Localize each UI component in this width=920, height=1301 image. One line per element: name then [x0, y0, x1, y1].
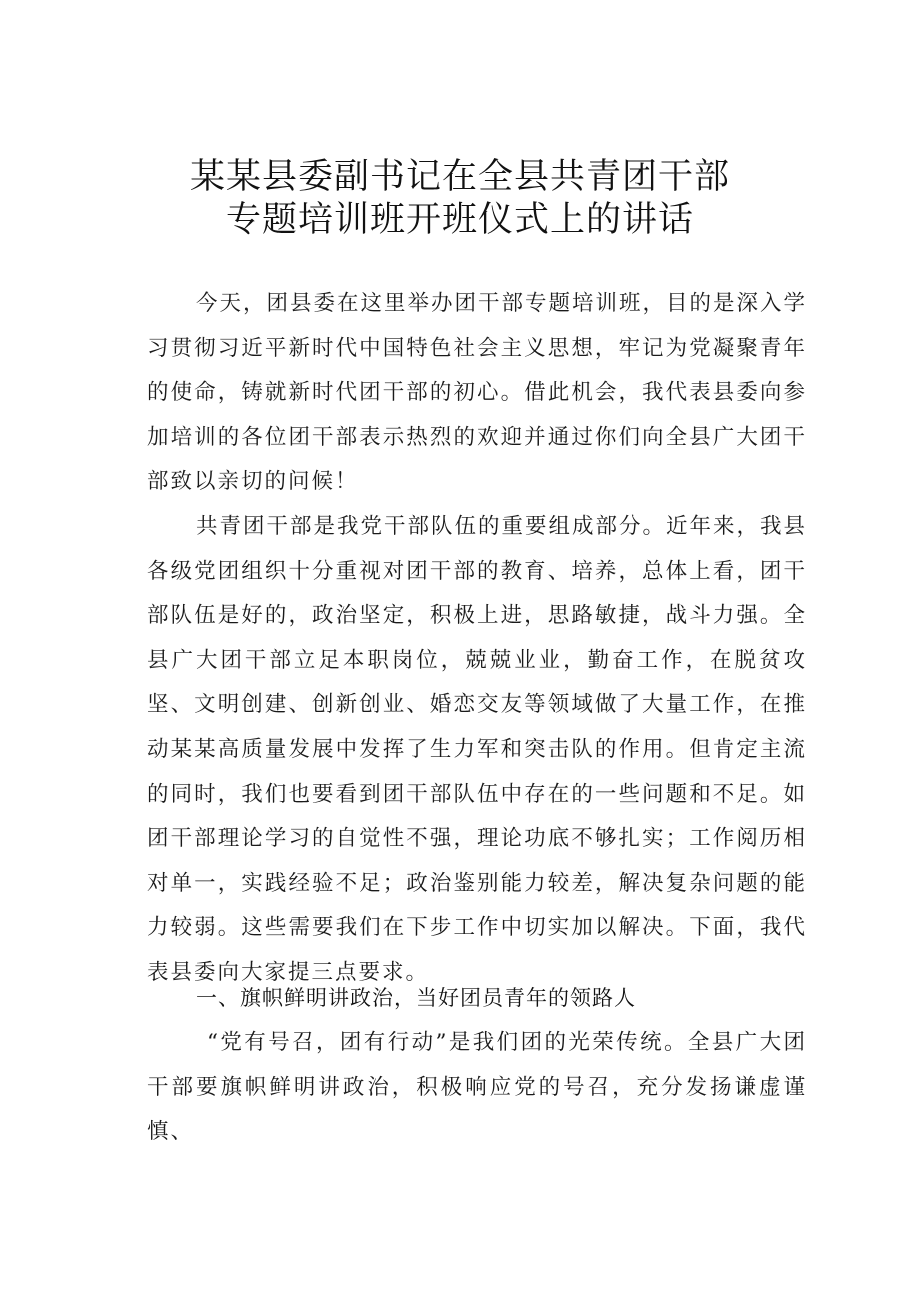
body-paragraph-1: 今天，团县委在这里举办团干部专题培训班，目的是深入学习贯彻习近平新时代中国特色社会主义思想，牢记为党凝聚青年的使命，铸就新时代团干部的初心。借此机会，我代表县委向参加培训的各位团干部表示热烈的欢迎并通过你们向全县广大团干部致以亲切的问候！ [147, 291, 808, 495]
body-paragraph-2: 共青团干部是我党干部队伍的重要组成部分。近年来，我县各级党团组织十分重视对团干部的教育、培养，总体上看，团干部队伍是好的，政治坚定，积极上进，思路敏捷，战斗力强。全县广大团干部立足本职岗位，兢兢业业，勤奋工作，在脱贫攻坚、文明创建、创新创业、婚恋交友等领域做了大量工作，在推动某某高质量发展中发挥了生力军和突击队的作用。但肯定主流的同时，我们也要看到团干部队伍中存在的一些问题和不足。如团干部理论学习的自觉性不强，理论功底不够扎实；工作阅历相对单一，实践经验不足；政治鉴别能力较差，解决复杂问题的能力较弱。这些需要我们在下步工作中切实加以解决。下面，我代表县委向大家提三点要求。 [147, 514, 808, 985]
document-title-line-1: 某某县委副书记在全县共青团干部 [189, 157, 730, 197]
section-paragraph-1: “党有号召，团有行动”是我们团的光荣传统。全县广大团干部要旗帜鲜明讲政治，积极响应党的号召，充分发扬谦虚谨慎、 [147, 1030, 807, 1145]
section-heading-1: 一、旗帜鲜明讲政治，当好团员青年的领路人 [196, 986, 636, 1010]
document-title-line-2: 专题培训班开班仪式上的讲话 [225, 200, 694, 240]
